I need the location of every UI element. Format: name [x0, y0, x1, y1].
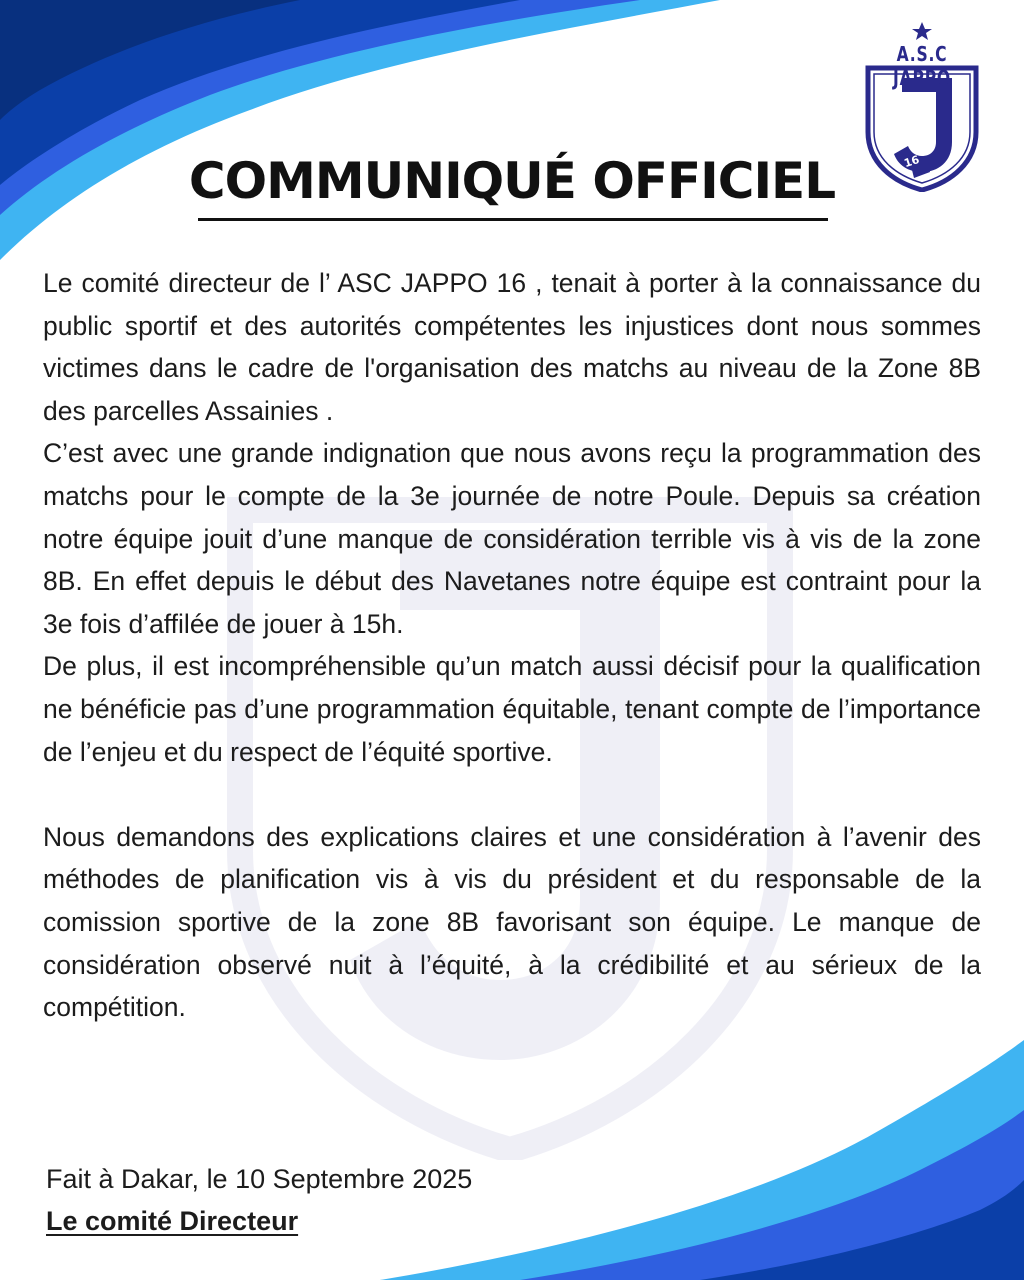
- place-date: Fait à Dakar, le 10 Septembre 2025: [46, 1164, 473, 1194]
- paragraph-intro: Le comité directeur de l’ ASC JAPPO 16 , tenait à porter à la connaissance du public sportif et des autorités compétentes les injustices dont nous sommes victimes dans le cadre de l'organisation des matchs au niveau de la Zone 8B des parcelles Assainies .: [43, 268, 981, 426]
- paragraph-incomprehension: De plus, il est incompréhensible qu’un match aussi décisif pour la qualification ne bénéficie pas d’une programmation équitable, tenant compte de l’importance de l’enjeu et du respect de l’équité sportive.: [43, 651, 981, 767]
- logo-number: 16: [902, 152, 921, 171]
- footer: [46, 1158, 472, 1242]
- communique-body: [43, 262, 981, 1029]
- paragraph-demands: Nous demandons des explications claires et une considération à l’avenir des méthodes de planification vis à vis du président et du responsable de la comission sportive de la zone 8B favorisant son équipe. Le manque de considération observé nuit à l’équité, à la crédibilité et au sérieux de la compétition.: [43, 821, 981, 1023]
- signature: Le comité Directeur: [46, 1206, 299, 1236]
- page-title: COMMUNIQUÉ OFFICIEL: [188, 152, 836, 210]
- title-underline: [198, 218, 828, 221]
- paragraph-indignation: C’est avec une grande indignation que nous avons reçu la programmation des matchs pour le compte de la 3e journée de notre Poule. Depuis sa création notre équipe jouit d’une manque de considération terrible vis à vis de la zone 8B. En effet depuis le début des Navetanes notre équipe est contraint pour la 3e fois d’affilée de jouer à 15h.: [43, 438, 981, 639]
- logo-club-name: A.S.C JAPPO: [893, 42, 951, 90]
